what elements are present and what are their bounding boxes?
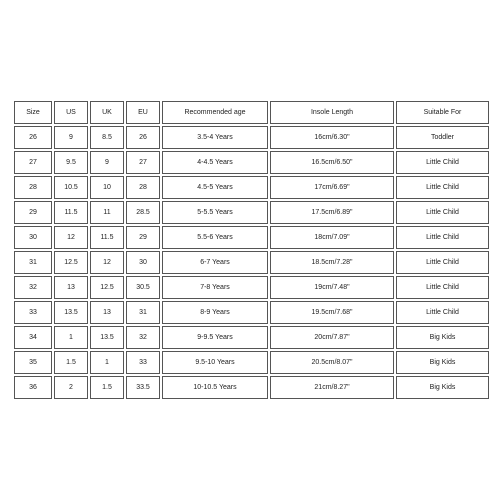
suitable-for-cell: Little Child <box>396 151 489 174</box>
recommended-age-cell: 5.5-6 Years <box>162 226 268 249</box>
table-row <box>14 201 489 224</box>
recommended-age-cell: 8-9 Years <box>162 301 268 324</box>
table-row <box>14 126 489 149</box>
us-cell: 13 <box>54 276 88 299</box>
suitable-for-cell: Big Kids <box>396 351 489 374</box>
recommended-age-cell: 6-7 Years <box>162 251 268 274</box>
eu-cell: 30 <box>126 251 160 274</box>
column-header-eu: EU <box>126 101 160 124</box>
insole-length-cell: 16cm/6.30" <box>270 126 394 149</box>
size-cell: 34 <box>14 326 52 349</box>
uk-cell: 13 <box>90 301 124 324</box>
table-row <box>14 151 489 174</box>
recommended-age-cell: 10-10.5 Years <box>162 376 268 399</box>
recommended-age-cell: 9-9.5 Years <box>162 326 268 349</box>
size-cell: 29 <box>14 201 52 224</box>
uk-cell: 1.5 <box>90 376 124 399</box>
us-cell: 11.5 <box>54 201 88 224</box>
column-header-suitable-for: Suitable For <box>396 101 489 124</box>
table-row <box>14 376 489 399</box>
uk-cell: 9 <box>90 151 124 174</box>
suitable-for-cell: Little Child <box>396 201 489 224</box>
us-cell: 13.5 <box>54 301 88 324</box>
size-cell: 31 <box>14 251 52 274</box>
table-row <box>14 351 489 374</box>
eu-cell: 33.5 <box>126 376 160 399</box>
column-header-size: Size <box>14 101 52 124</box>
column-header-us: US <box>54 101 88 124</box>
size-cell: 35 <box>14 351 52 374</box>
table-header-row <box>14 101 489 124</box>
column-header-uk: UK <box>90 101 124 124</box>
insole-length-cell: 19.5cm/7.68" <box>270 301 394 324</box>
table-row <box>14 176 489 199</box>
us-cell: 12.5 <box>54 251 88 274</box>
eu-cell: 32 <box>126 326 160 349</box>
table-body <box>14 126 489 399</box>
suitable-for-cell: Little Child <box>396 176 489 199</box>
eu-cell: 27 <box>126 151 160 174</box>
uk-cell: 12 <box>90 251 124 274</box>
insole-length-cell: 16.5cm/6.50" <box>270 151 394 174</box>
us-cell: 1.5 <box>54 351 88 374</box>
us-cell: 10.5 <box>54 176 88 199</box>
us-cell: 9.5 <box>54 151 88 174</box>
recommended-age-cell: 9.5-10 Years <box>162 351 268 374</box>
size-cell: 30 <box>14 226 52 249</box>
insole-length-cell: 18.5cm/7.28" <box>270 251 394 274</box>
uk-cell: 12.5 <box>90 276 124 299</box>
size-cell: 28 <box>14 176 52 199</box>
uk-cell: 13.5 <box>90 326 124 349</box>
table-row <box>14 326 489 349</box>
uk-cell: 11.5 <box>90 226 124 249</box>
suitable-for-cell: Toddler <box>396 126 489 149</box>
table-row <box>14 251 489 274</box>
insole-length-cell: 20cm/7.87" <box>270 326 394 349</box>
us-cell: 2 <box>54 376 88 399</box>
size-cell: 32 <box>14 276 52 299</box>
insole-length-cell: 20.5cm/8.07" <box>270 351 394 374</box>
insole-length-cell: 18cm/7.09" <box>270 226 394 249</box>
uk-cell: 8.5 <box>90 126 124 149</box>
insole-length-cell: 17cm/6.69" <box>270 176 394 199</box>
recommended-age-cell: 7-8 Years <box>162 276 268 299</box>
uk-cell: 11 <box>90 201 124 224</box>
size-chart-table <box>12 99 491 401</box>
column-header-recommended-age: Recommended age <box>162 101 268 124</box>
eu-cell: 26 <box>126 126 160 149</box>
recommended-age-cell: 4.5-5 Years <box>162 176 268 199</box>
insole-length-cell: 21cm/8.27" <box>270 376 394 399</box>
eu-cell: 28.5 <box>126 201 160 224</box>
recommended-age-cell: 5-5.5 Years <box>162 201 268 224</box>
eu-cell: 33 <box>126 351 160 374</box>
insole-length-cell: 17.5cm/6.89" <box>270 201 394 224</box>
eu-cell: 31 <box>126 301 160 324</box>
size-cell: 27 <box>14 151 52 174</box>
suitable-for-cell: Little Child <box>396 251 489 274</box>
suitable-for-cell: Little Child <box>396 301 489 324</box>
recommended-age-cell: 4-4.5 Years <box>162 151 268 174</box>
column-header-insole-length: Insole Length <box>270 101 394 124</box>
suitable-for-cell: Big Kids <box>396 376 489 399</box>
eu-cell: 30.5 <box>126 276 160 299</box>
suitable-for-cell: Little Child <box>396 276 489 299</box>
insole-length-cell: 19cm/7.48" <box>270 276 394 299</box>
us-cell: 12 <box>54 226 88 249</box>
us-cell: 1 <box>54 326 88 349</box>
us-cell: 9 <box>54 126 88 149</box>
uk-cell: 1 <box>90 351 124 374</box>
suitable-for-cell: Big Kids <box>396 326 489 349</box>
eu-cell: 28 <box>126 176 160 199</box>
suitable-for-cell: Little Child <box>396 226 489 249</box>
size-cell: 26 <box>14 126 52 149</box>
table-row <box>14 301 489 324</box>
size-cell: 33 <box>14 301 52 324</box>
uk-cell: 10 <box>90 176 124 199</box>
table-row <box>14 226 489 249</box>
eu-cell: 29 <box>126 226 160 249</box>
size-cell: 36 <box>14 376 52 399</box>
recommended-age-cell: 3.5-4 Years <box>162 126 268 149</box>
table-row <box>14 276 489 299</box>
